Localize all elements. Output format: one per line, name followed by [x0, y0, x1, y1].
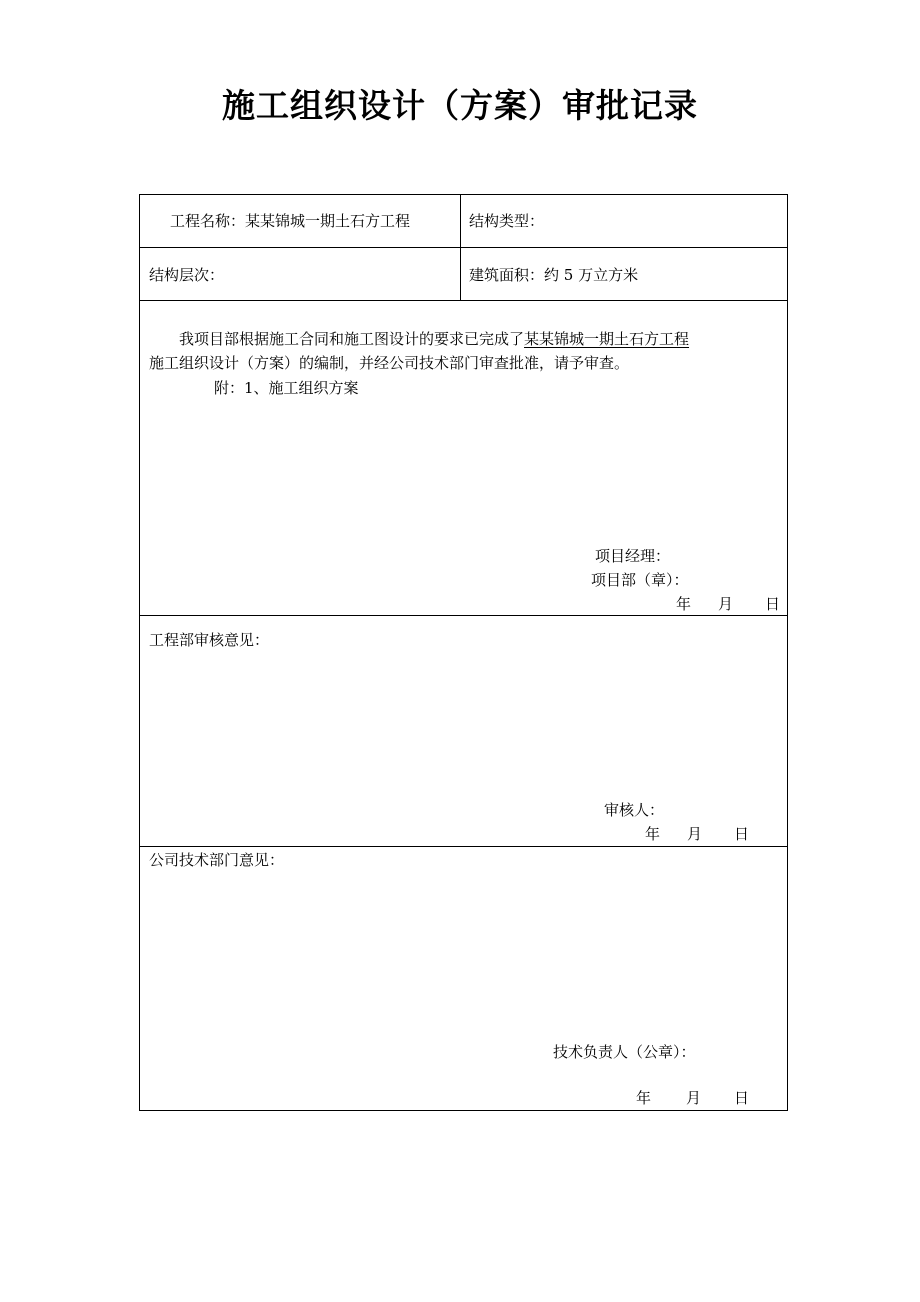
engineering-review-label: 工程部审核意见： — [149, 631, 270, 649]
tech-day: 日 — [734, 1089, 750, 1107]
row-divider — [140, 247, 787, 248]
attachment-line: 附：1、施工组织方案 — [214, 379, 359, 397]
row-divider — [140, 300, 787, 301]
submission-project-name: 某某锦城一期土石方工程 — [524, 330, 690, 348]
submission-month: 月 — [718, 595, 734, 613]
submission-year: 年 — [676, 595, 692, 613]
row-divider — [140, 846, 787, 847]
review-day: 日 — [734, 825, 750, 843]
tech-year: 年 — [636, 1089, 652, 1107]
approval-form-table — [139, 194, 788, 1111]
reviewer-label: 审核人： — [604, 801, 665, 819]
project-name-label: 工程名称： — [170, 212, 246, 230]
row-divider — [140, 615, 787, 616]
tech-dept-label: 公司技术部门意见： — [149, 851, 285, 869]
tech-month: 月 — [686, 1089, 702, 1107]
structure-type-label: 结构类型： — [469, 212, 545, 230]
building-area-value: 约 5 万立方米 — [544, 266, 639, 284]
structure-levels-label: 结构层次： — [149, 266, 225, 284]
building-area-label: 建筑面积： — [469, 266, 545, 284]
submission-text: 我项目部根据施工合同和施工图设计的要求已完成了 — [179, 330, 525, 348]
project-dept-seal-label: 项目部（章）： — [591, 571, 689, 589]
submission-line-1 — [179, 328, 689, 350]
tech-responsible-label: 技术负责人（公章）： — [553, 1043, 696, 1061]
building-area-field — [469, 264, 638, 286]
project-name-value: 某某锦城一期土石方工程 — [245, 212, 411, 230]
review-year: 年 — [645, 825, 661, 843]
project-manager-label: 项目经理： — [595, 547, 671, 565]
review-month: 月 — [687, 825, 703, 843]
column-divider — [460, 195, 461, 300]
submission-day: 日 — [765, 595, 781, 613]
project-name-field — [170, 210, 410, 232]
page-title: 施工组织设计（方案）审批记录 — [222, 86, 698, 125]
submission-line-2: 施工组织设计（方案）的编制，并经公司技术部门审查批准，请予审查。 — [149, 354, 630, 372]
